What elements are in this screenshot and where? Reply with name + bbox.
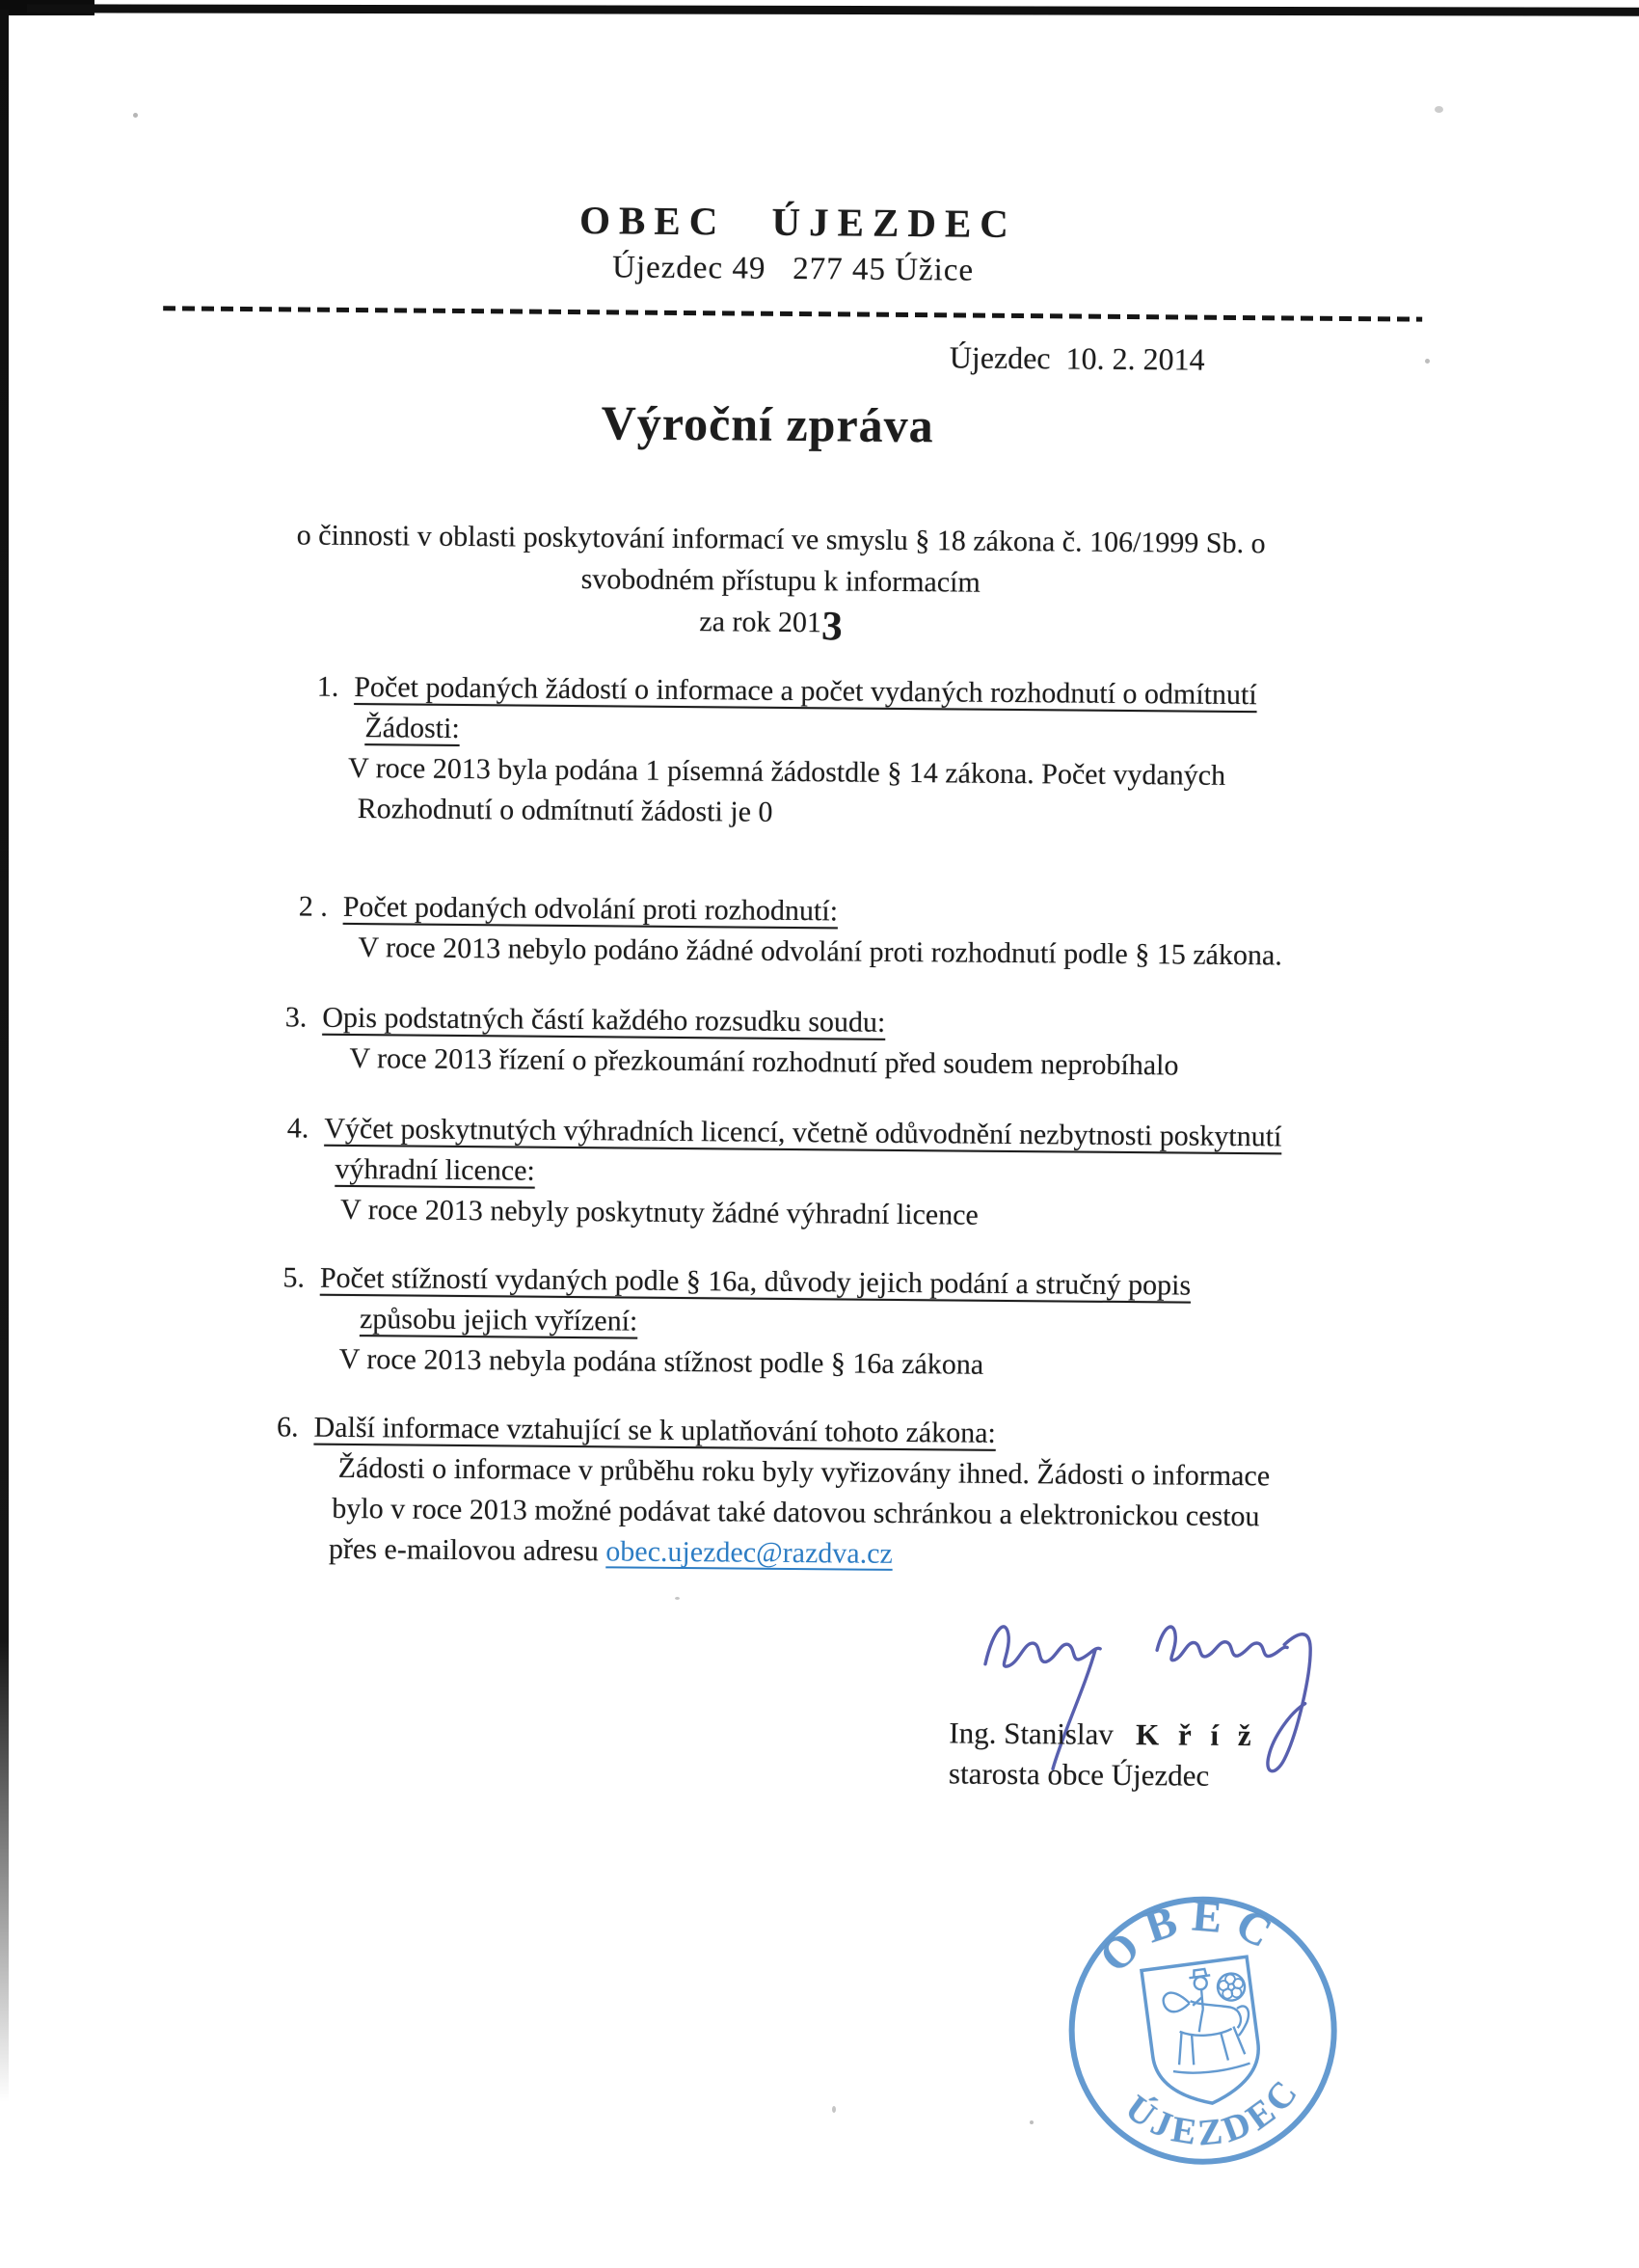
signatory-surname: K ř í ž — [1135, 1717, 1257, 1753]
subtitle-line-3 — [0, 597, 1591, 650]
item-number: 1. — [316, 670, 339, 703]
item-body: V roce 2013 nebyly poskytnuty žádné výhradní licence — [339, 1193, 979, 1231]
scan-speck — [832, 2106, 836, 2113]
item-number: 5. — [282, 1261, 306, 1294]
item-body: bylo v roce 2013 možné podávat také datovou schránkou a elektronickou cestou — [332, 1492, 1260, 1533]
item-body: přes e-mailovou adresu obec.ujezdec@razdva.cz — [328, 1532, 893, 1570]
item-number: 2 . — [298, 890, 328, 923]
item-body: V roce 2013 byla podána 1 písemná žádostdle § 14 zákona. Počet vydaných — [347, 751, 1226, 792]
stamp-horse-rider-icon — [1160, 1964, 1255, 2077]
dashed-divider — [163, 306, 1422, 321]
item-heading: Žádosti: — [364, 712, 460, 744]
item-number: 6. — [276, 1411, 299, 1444]
page-title: Výroční zpráva — [601, 395, 934, 453]
year-prefix: za rok 201 — [699, 606, 822, 639]
signature-stroke — [1157, 1627, 1287, 1661]
signatory-name: Ing. Stanislav K ř í ž — [949, 1715, 1257, 1753]
scan-speck — [1425, 359, 1430, 364]
municipal-stamp — [1043, 1871, 1363, 2191]
item-heading-text: Opis podstatných částí každého rozsudku soudu: — [322, 1001, 886, 1039]
list-item-5 — [278, 1257, 1416, 1389]
list-item-3 — [280, 997, 1418, 1088]
signatory-role: starosta obce Újezdec — [948, 1756, 1210, 1793]
list-item-2 — [281, 886, 1419, 977]
handwritten-year-digit: 3 — [820, 603, 844, 650]
email-link[interactable]: obec.ujezdec@razdva.cz — [605, 1535, 893, 1570]
item-body: V roce 2013 nebylo podáno žádné odvolání proti rozhodnutí podle § 15 zákona. — [358, 932, 1282, 972]
item-heading-text: Počet podaných žádostí o informace a počet vydaných rozhodnutí o odmítnutí — [354, 671, 1257, 712]
item-heading: výhradní licence: — [335, 1152, 535, 1187]
stamp-rosette-icon — [1216, 1972, 1246, 2002]
stamp-top-text: OBEC — [1089, 1890, 1291, 1982]
item-number: 3. — [284, 1001, 308, 1034]
dateline: Újezdec 10. 2. 2014 — [949, 339, 1205, 377]
item-body: V roce 2013 nebyla podána stížnost podle § 16a zákona — [338, 1342, 984, 1381]
svg-text:OBEC — [1085, 1878, 1295, 1985]
item-heading-text: Výčet poskytnutých výhradních licencí, včetně odůvodnění nezbytnosti poskytnutí — [324, 1112, 1282, 1153]
scan-speck — [133, 113, 138, 118]
item-heading-text: Počet podaných odvolání proti rozhodnutí: — [342, 890, 839, 928]
org-name: OBEC ÚJEZDEC — [578, 198, 1018, 246]
scan-edge-left — [0, 10, 9, 2102]
item-body: Rozhodnutí o odmítnutí žádosti je 0 — [357, 793, 773, 828]
scan-speck — [1435, 106, 1443, 113]
stamp-bottom-text: ÚJEZDEC — [1117, 2069, 1308, 2154]
org-address: Újezdec 49 277 45 Úžice — [611, 250, 975, 288]
subtitle-line-2: svobodném přístupu k informacím — [580, 563, 981, 599]
signature-stroke — [985, 1627, 1100, 1667]
item-body: V roce 2013 řízení o přezkoumání rozhodnutí před soudem neprobíhalo — [349, 1041, 1179, 1082]
stamp-shield — [1142, 1957, 1265, 2110]
list-item-4 — [279, 1108, 1417, 1239]
scan-speck — [675, 1597, 680, 1600]
item-number: 4. — [286, 1112, 309, 1145]
item-heading-text: Další informace vztahující se k uplatňování tohoto zákona: — [313, 1411, 997, 1449]
item-heading: způsobu jejich vyřízení: — [359, 1303, 638, 1337]
item-heading-text: Počet stížností vydaných podle § 16a, důvody jejich podání a stručný popis — [319, 1261, 1192, 1302]
list-item-1 — [282, 666, 1421, 838]
list-item-6 — [276, 1407, 1414, 1579]
item-body: Žádosti o informace v průběhu roku byly vyřizovány ihned. Žádosti o informace — [337, 1451, 1271, 1493]
scan-speck — [1030, 2120, 1034, 2124]
subtitle-line-1: o činnosti v oblasti poskytování informací ve smyslu § 18 zákona č. 106/1999 Sb. o — [296, 519, 1266, 560]
